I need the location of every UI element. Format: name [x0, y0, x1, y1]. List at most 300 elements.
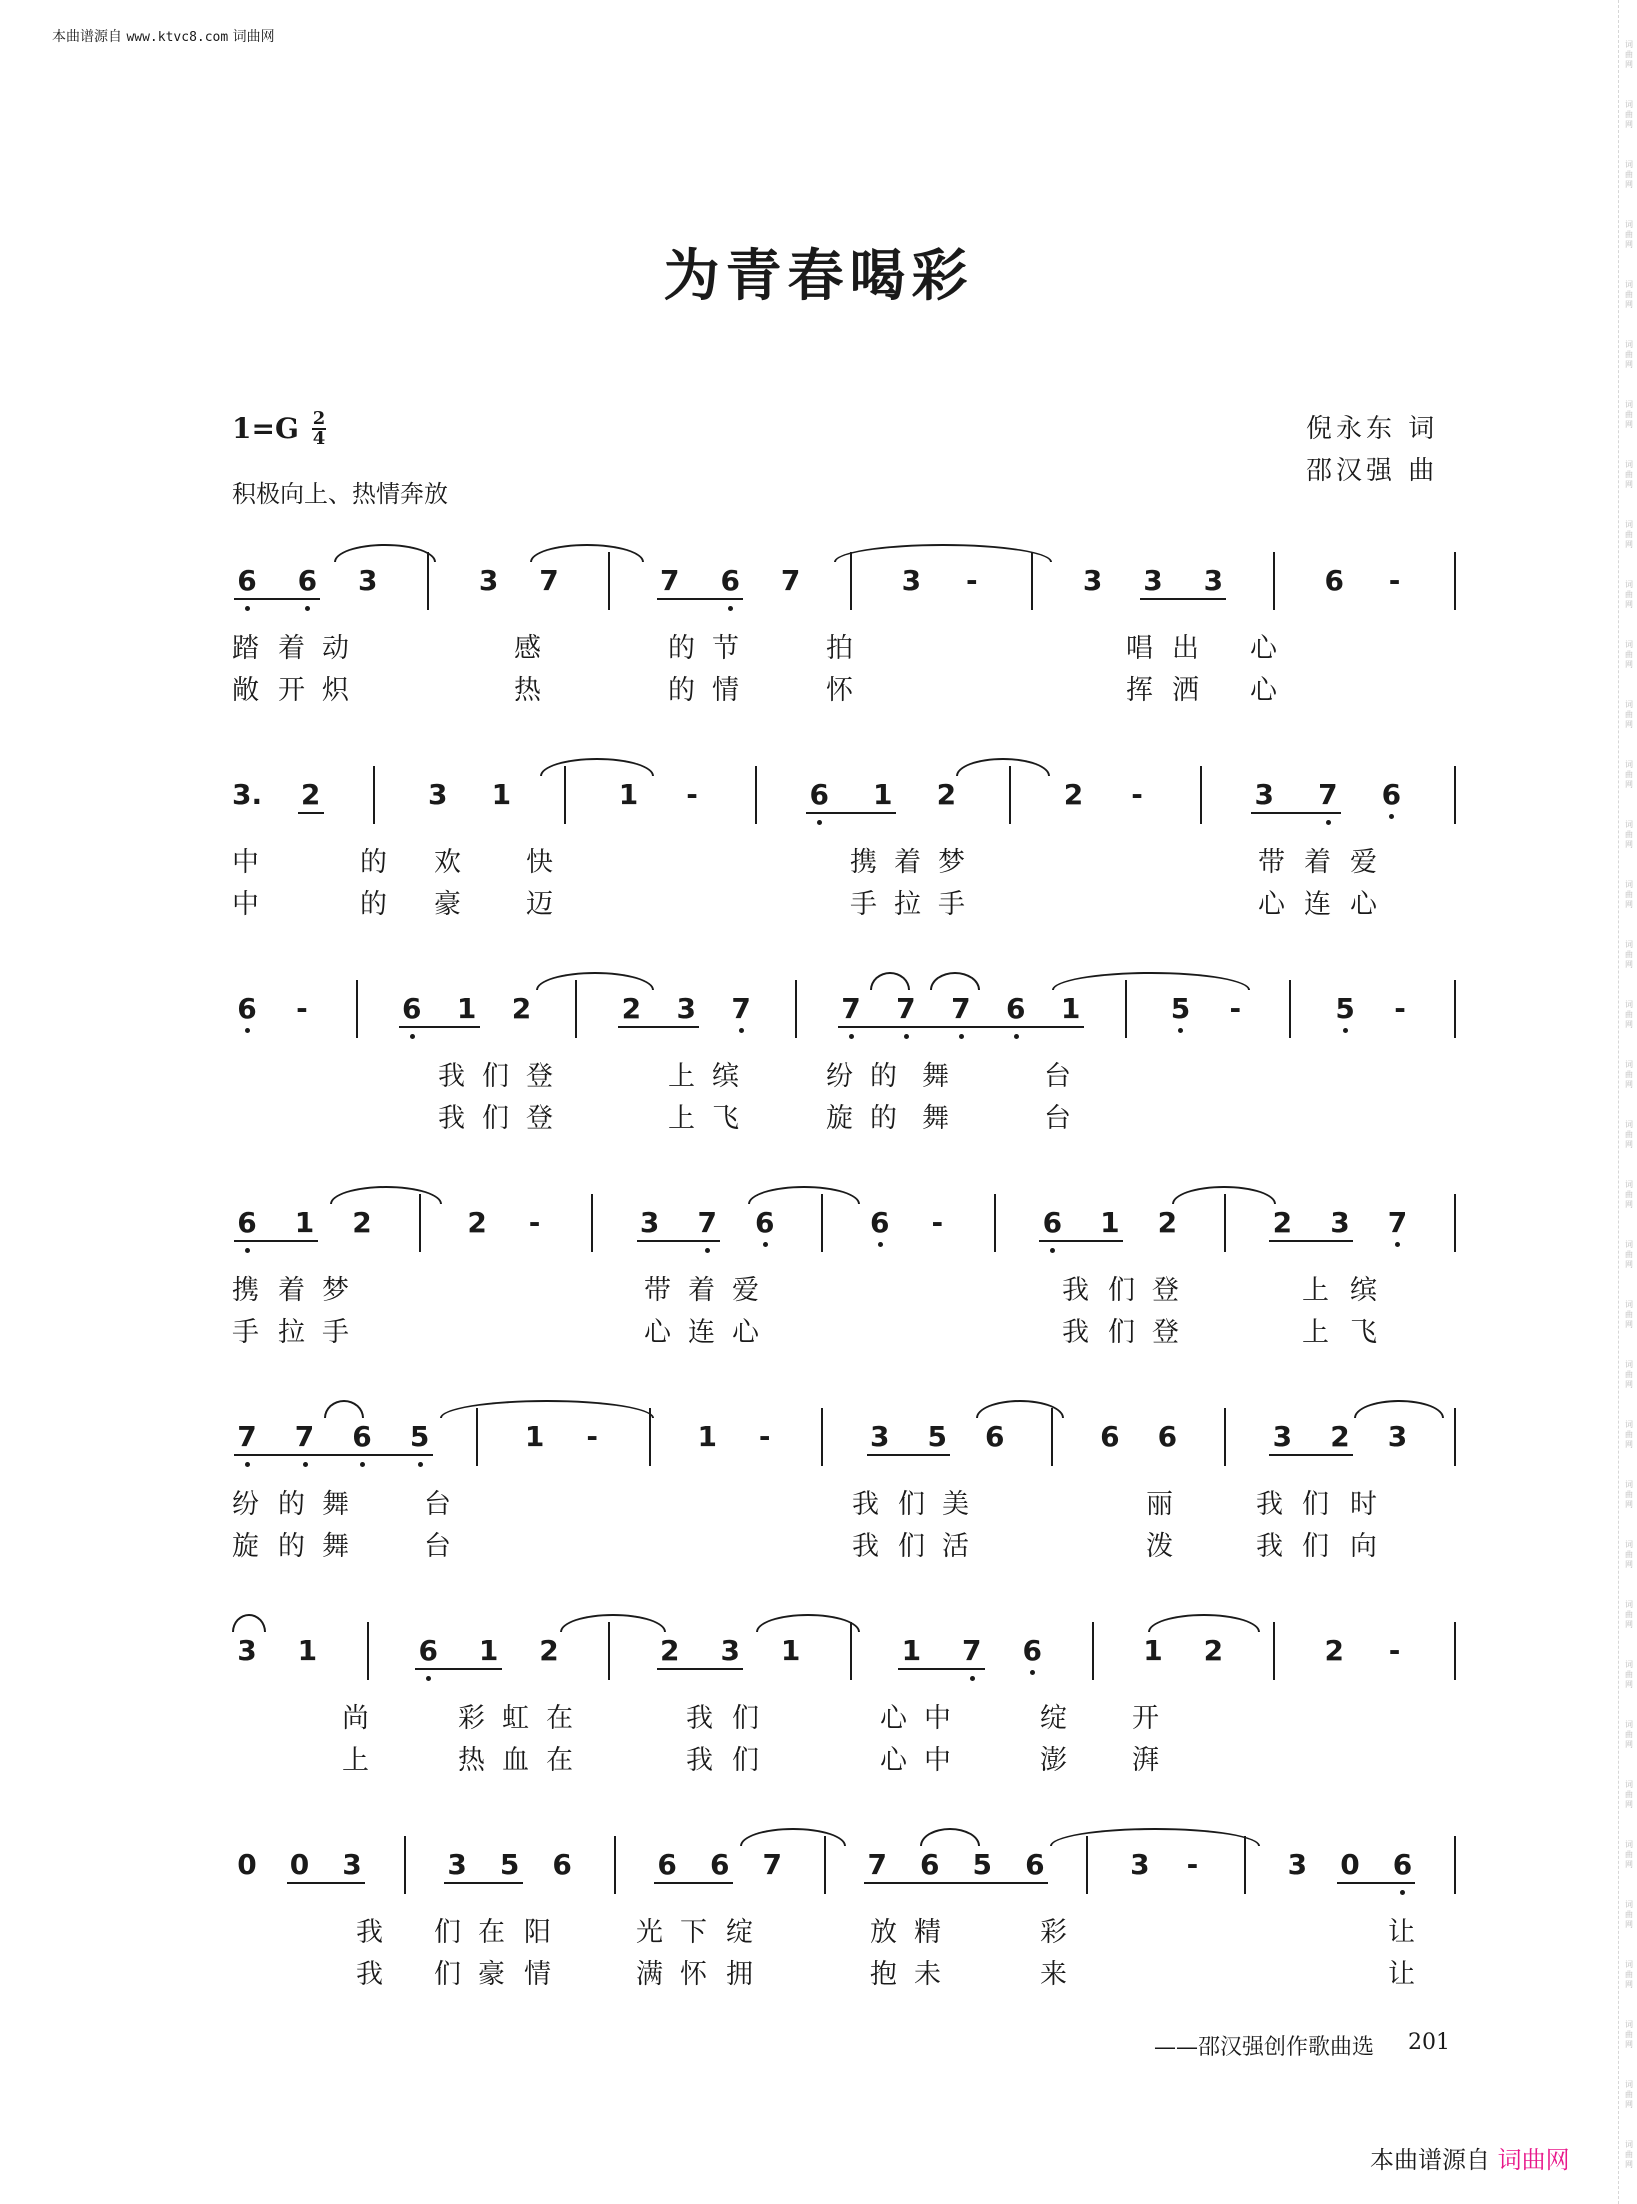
lyric-verse-1: 感	[514, 633, 541, 664]
note: 5	[1335, 992, 1355, 1025]
note: 3	[1143, 564, 1163, 597]
lyric-verse-2: 上	[342, 1745, 369, 1776]
low-octave-dot	[763, 1242, 768, 1247]
stripe-watermark: 词曲网	[1625, 1120, 1633, 1149]
note: 3	[1130, 1848, 1150, 1881]
lyric-verse-1: 让	[1388, 1917, 1415, 1948]
note: -	[1229, 992, 1242, 1025]
lyric-verse-2: 挥	[1126, 675, 1153, 706]
lyric-verse-2: 旋	[826, 1103, 853, 1134]
lyric-verse-2: 我	[356, 1959, 383, 1990]
note: 3	[676, 992, 696, 1025]
note: 6	[1100, 1420, 1120, 1453]
lyric-verse-1: 台	[1044, 1061, 1071, 1092]
lyric-verse-2: 手	[322, 1317, 349, 1348]
lyric-verse-2: 舞	[922, 1103, 949, 1134]
note: 3	[1254, 778, 1274, 811]
time-bottom: 4	[312, 428, 326, 449]
note: -	[1186, 1848, 1199, 1881]
lyric-verse-2: 手	[850, 889, 877, 920]
lyric-verse-2: 登	[526, 1103, 553, 1134]
composer-credit: 邵汉强 曲	[1306, 456, 1439, 486]
note: 5	[972, 1848, 993, 1881]
note: 1	[618, 778, 639, 811]
beam-underline	[637, 1240, 721, 1242]
time-signature	[312, 410, 326, 448]
lyric-verse-1: 出	[1172, 633, 1199, 664]
lyric-verse-1: 我	[852, 1489, 879, 1520]
bar-line	[755, 766, 757, 824]
low-octave-dot	[817, 820, 822, 825]
note: 5	[409, 1420, 430, 1453]
note: 7	[762, 1848, 782, 1881]
stripe-watermark: 词曲网	[1625, 220, 1633, 249]
tie-arc	[530, 544, 644, 562]
note: 2	[1063, 778, 1084, 811]
score-row	[0, 766, 1637, 976]
lyric-verse-2: 们	[1302, 1531, 1329, 1562]
bar-line	[1200, 766, 1202, 824]
note: 6	[552, 1848, 572, 1881]
lyric-verse-1: 中	[232, 847, 259, 878]
lyric-verse-1: 着	[1304, 847, 1331, 878]
lyric-verse-1: 携	[232, 1275, 259, 1306]
lyric-verse-1: 的	[360, 847, 387, 878]
beam-underline	[1039, 1240, 1123, 1242]
note: 6	[657, 1848, 677, 1881]
lyric-verse-2: 开	[278, 675, 305, 706]
stripe-watermark: 词曲网	[1625, 1540, 1633, 1569]
note: -	[686, 778, 698, 811]
beam-underline	[444, 1882, 523, 1884]
lyric-verse-2: 的	[668, 675, 695, 706]
low-octave-dot	[1395, 1242, 1400, 1247]
stripe-watermark: 词曲网	[1625, 460, 1633, 489]
bar-line	[404, 1836, 406, 1894]
song-title: 为青春喝彩	[663, 243, 974, 309]
note: 7	[237, 1420, 257, 1453]
low-octave-dot	[728, 606, 733, 611]
note: 2	[1330, 1420, 1350, 1453]
bar-line	[356, 980, 358, 1038]
lyric-verse-1: 上	[668, 1061, 695, 1092]
lyric-verse-2: 台	[424, 1531, 451, 1562]
bar-line	[1454, 1408, 1456, 1466]
note: 1	[1060, 992, 1081, 1025]
lyric-verse-1: 在	[546, 1703, 573, 1734]
note: 6	[754, 1206, 775, 1239]
note: -	[1131, 778, 1143, 811]
beam-underline	[806, 812, 896, 814]
stripe-watermark: 词曲网	[1625, 1660, 1633, 1689]
note: 7	[896, 992, 916, 1025]
note: 6	[237, 992, 257, 1025]
lyric-verse-1: 的	[278, 1489, 305, 1520]
source-label: 本曲谱源自	[52, 29, 122, 45]
stripe-watermark: 词曲网	[1625, 580, 1633, 609]
lyric-verse-2: 的	[360, 889, 387, 920]
low-octave-dot	[303, 1462, 308, 1467]
lyric-verse-2: 我	[852, 1531, 879, 1562]
stripe-watermark: 词曲网	[1625, 1720, 1633, 1749]
lyric-verse-2: 们	[434, 1959, 461, 1990]
lyric-verse-2: 热	[514, 675, 541, 706]
note: 1	[524, 1420, 545, 1453]
lyric-verse-1: 登	[1152, 1275, 1179, 1306]
note: 5	[927, 1420, 948, 1453]
low-octave-dot	[418, 1462, 423, 1467]
lyric-verse-2: 登	[1152, 1317, 1179, 1348]
lyric-verse-1: 舞	[922, 1061, 949, 1092]
note: 1	[297, 1634, 318, 1667]
beam-underline	[654, 1882, 733, 1884]
lyric-verse-2: 我	[1256, 1531, 1283, 1562]
bar-line	[1454, 1622, 1456, 1680]
lyric-verse-1: 在	[478, 1917, 505, 1948]
note: 3	[427, 778, 448, 811]
lyric-verse-2: 豪	[434, 889, 461, 920]
lyric-verse-2: 飞	[712, 1103, 739, 1134]
lyric-verse-1: 心	[880, 1703, 907, 1734]
stripe-watermark: 词曲网	[1625, 700, 1633, 729]
tie-arc	[834, 544, 1052, 562]
lyric-verse-2: 拥	[726, 1959, 753, 1990]
note: 0	[289, 1848, 310, 1881]
lyric-verse-1: 纷	[826, 1061, 853, 1092]
low-octave-dot	[410, 1034, 415, 1039]
low-octave-dot	[360, 1462, 365, 1467]
stripe-watermark: 词曲网	[1625, 760, 1633, 789]
note: -	[296, 992, 308, 1025]
lyric-verse-1: 的	[668, 633, 695, 664]
top-source-line	[52, 26, 275, 46]
lyric-verse-1: 台	[424, 1489, 451, 1520]
bar-line	[994, 1194, 996, 1252]
low-octave-dot	[849, 1034, 854, 1039]
beam-underline	[1140, 598, 1226, 600]
lyric-verse-1: 们	[732, 1703, 759, 1734]
lyric-verse-2: 们	[482, 1103, 509, 1134]
lyric-verse-2: 抱	[870, 1959, 897, 1990]
note: 7	[294, 1420, 315, 1453]
lyric-verse-1: 美	[942, 1489, 969, 1520]
note: -	[1388, 1634, 1401, 1667]
lyric-verse-1: 快	[526, 847, 553, 878]
low-octave-dot	[1178, 1028, 1183, 1033]
low-octave-dot	[245, 1462, 250, 1467]
note: 1	[294, 1206, 315, 1239]
low-octave-dot	[1326, 820, 1331, 825]
score-row	[0, 1836, 1637, 2046]
lyric-verse-1: 唱	[1126, 633, 1153, 664]
lyric-verse-1: 尚	[342, 1703, 369, 1734]
stripe-watermark: 词曲网	[1625, 1900, 1633, 1929]
lyric-verse-1: 我	[356, 1917, 383, 1948]
bar-line	[795, 980, 797, 1038]
note: 6	[418, 1634, 438, 1667]
lyric-verse-2: 怀	[826, 675, 853, 706]
note: 6	[1324, 564, 1344, 597]
lyric-verse-1: 们	[1108, 1275, 1135, 1306]
bar-line	[614, 1836, 616, 1894]
beam-underline	[1337, 1882, 1416, 1884]
beam-underline	[298, 812, 324, 814]
lyric-verse-2: 热	[458, 1745, 485, 1776]
lyric-verse-1: 爱	[732, 1275, 759, 1306]
stripe-watermark: 词曲网	[1625, 1060, 1633, 1089]
beam-underline	[1269, 1240, 1353, 1242]
bar-line	[1454, 552, 1456, 610]
lyric-verse-2: 舞	[322, 1531, 349, 1562]
lyric-verse-1: 欢	[434, 847, 461, 878]
lyric-verse-1: 光	[636, 1917, 663, 1948]
low-octave-dot	[739, 1028, 744, 1033]
lyric-verse-2: 的	[870, 1103, 897, 1134]
note: 1	[873, 778, 893, 811]
lyric-verse-1: 们	[482, 1061, 509, 1092]
note: 7	[841, 992, 861, 1025]
note: 7	[867, 1848, 887, 1881]
note: 1	[491, 778, 512, 811]
lyric-verse-1: 节	[712, 633, 739, 664]
lyric-verse-2: 我	[438, 1103, 465, 1134]
bar-line	[821, 1408, 823, 1466]
note: 2	[352, 1206, 372, 1239]
lyric-verse-1: 缤	[1350, 1275, 1377, 1306]
bar-line	[1273, 1622, 1275, 1680]
lyric-verse-2: 心	[644, 1317, 671, 1348]
stripe-watermark: 词曲网	[1625, 1960, 1633, 1989]
note: 3	[237, 1634, 257, 1667]
note: 5	[499, 1848, 520, 1881]
lyric-verse-2: 手	[938, 889, 965, 920]
low-octave-dot	[426, 1676, 431, 1681]
low-octave-dot	[705, 1248, 710, 1253]
lyric-verse-1: 放	[870, 1917, 897, 1948]
note: 6	[237, 564, 257, 597]
lyric-verse-1: 爱	[1350, 847, 1377, 878]
score-row	[0, 980, 1637, 1190]
lyric-verse-2: 们	[898, 1531, 925, 1562]
stripe-watermark: 词曲网	[1625, 1300, 1633, 1329]
page-number: 201	[1408, 2030, 1450, 2055]
lyric-verse-2: 心	[1250, 675, 1277, 706]
lyric-verse-1: 着	[278, 1275, 305, 1306]
stripe-watermark: 词曲网	[1625, 40, 1633, 69]
beam-underline	[1251, 812, 1341, 814]
lyric-verse-2: 湃	[1132, 1745, 1159, 1776]
note: 3	[1082, 564, 1103, 597]
lyric-verse-2: 让	[1388, 1959, 1415, 1990]
note: 1	[1143, 1634, 1163, 1667]
lyric-verse-2: 洒	[1172, 675, 1199, 706]
bottom-source-brand-link[interactable]: 词曲网	[1497, 2146, 1570, 2174]
lyric-verse-1: 带	[644, 1275, 671, 1306]
stripe-watermark: 词曲网	[1625, 1780, 1633, 1809]
score-row	[0, 1408, 1637, 1618]
stripe-watermark: 词曲网	[1625, 940, 1633, 969]
low-octave-dot	[245, 1248, 250, 1253]
note: 6	[1042, 1206, 1063, 1239]
beam-underline	[618, 1026, 699, 1028]
lyric-verse-1: 登	[526, 1061, 553, 1092]
lyric-verse-2: 心	[1258, 889, 1285, 920]
lyric-verse-1: 们	[1302, 1489, 1329, 1520]
bar-line	[1289, 980, 1291, 1038]
lyric-verse-1: 的	[870, 1061, 897, 1092]
lyric-verse-2: 拉	[894, 889, 921, 920]
note: 7	[660, 564, 680, 597]
note: 3	[478, 564, 499, 597]
lyric-verse-1: 心	[1250, 633, 1277, 664]
note: 0	[1340, 1848, 1360, 1881]
note: 7	[539, 564, 559, 597]
beam-underline	[399, 1026, 480, 1028]
lyric-verse-1: 我	[1256, 1489, 1283, 1520]
stripe-watermark: 词曲网	[1625, 2020, 1633, 2049]
stripe-watermark: 词曲网	[1625, 280, 1633, 309]
note: 7	[1387, 1206, 1408, 1239]
lyric-verse-2: 们	[732, 1745, 759, 1776]
note: 3	[1387, 1420, 1408, 1453]
bottom-source-label: 本曲谱源自	[1370, 2146, 1490, 2174]
lyric-verse-1: 携	[850, 847, 877, 878]
note: 2	[539, 1634, 559, 1667]
source-site-link[interactable]: 词曲网	[232, 29, 275, 45]
lyric-verse-1: 着	[894, 847, 921, 878]
source-url-link[interactable]: www.ktvc8.com	[126, 30, 229, 45]
lyric-verse-1: 阳	[524, 1917, 551, 1948]
bottom-source-line	[1370, 2140, 1570, 2175]
lyric-verse-1: 踏	[232, 633, 259, 664]
lyric-verse-2: 我	[1062, 1317, 1089, 1348]
note: 3	[447, 1848, 467, 1881]
lyric-verse-1: 我	[686, 1703, 713, 1734]
note: -	[1388, 564, 1401, 597]
stripe-watermark: 词曲网	[1625, 1240, 1633, 1269]
lyric-verse-1: 舞	[322, 1489, 349, 1520]
note: 3	[1330, 1206, 1350, 1239]
note: 7	[780, 564, 801, 597]
note: 6	[920, 1848, 940, 1881]
note: 3	[870, 1420, 890, 1453]
bar-line	[1454, 766, 1456, 824]
note: 1	[456, 992, 477, 1025]
lyric-verse-2: 上	[1302, 1317, 1329, 1348]
lyric-verse-2: 旋	[232, 1531, 259, 1562]
lyric-verse-2: 豪	[478, 1959, 505, 1990]
note: 2	[300, 778, 321, 811]
stripe-watermark: 词曲网	[1625, 100, 1633, 129]
lyric-verse-1: 绽	[726, 1917, 753, 1948]
beam-underline	[838, 1026, 1084, 1028]
bar-line	[1092, 1622, 1094, 1680]
lyric-verse-1: 下	[680, 1917, 707, 1948]
low-octave-dot	[904, 1034, 909, 1039]
stripe-watermark: 词曲网	[1625, 520, 1633, 549]
key-signature: 1=G	[232, 412, 299, 445]
note: -	[965, 564, 978, 597]
bar-line	[1454, 1836, 1456, 1894]
note: 3	[720, 1634, 740, 1667]
lyric-verse-2: 们	[1108, 1317, 1135, 1348]
beam-underline	[415, 1668, 501, 1670]
lyric-verse-2: 炽	[322, 675, 349, 706]
lyric-verse-1: 中	[924, 1703, 951, 1734]
lyric-verse-1: 梦	[322, 1275, 349, 1306]
lyric-verse-2: 情	[524, 1959, 551, 1990]
lyric-verse-2: 上	[668, 1103, 695, 1134]
low-octave-dot	[245, 1028, 250, 1033]
lyric-verse-2: 手	[232, 1317, 259, 1348]
beam-underline	[898, 1668, 984, 1670]
lyric-verse-1: 时	[1350, 1489, 1377, 1520]
lyric-verse-1: 我	[438, 1061, 465, 1092]
low-octave-dot	[878, 1242, 883, 1247]
note: 3	[358, 564, 378, 597]
lyric-verse-1: 精	[914, 1917, 941, 1948]
stripe-watermark: 词曲网	[1625, 160, 1633, 189]
note: 3	[1203, 564, 1224, 597]
note: 1	[478, 1634, 499, 1667]
beam-underline	[657, 1668, 743, 1670]
note: 6	[1381, 778, 1402, 811]
beam-underline	[657, 598, 743, 600]
low-octave-dot	[1343, 1028, 1348, 1033]
lyric-verse-2: 台	[1044, 1103, 1071, 1134]
lyric-verse-1: 着	[688, 1275, 715, 1306]
note: 1	[697, 1420, 717, 1453]
lyric-verse-1: 彩	[1040, 1917, 1067, 1948]
beam-underline	[234, 598, 320, 600]
lyric-verse-1: 们	[434, 1917, 461, 1948]
time-top: 2	[312, 408, 326, 429]
lyric-verse-1: 拍	[826, 633, 853, 664]
note: 7	[962, 1634, 982, 1667]
note: 2	[621, 992, 642, 1025]
note: 1	[901, 1634, 922, 1667]
book-title: ——邵汉强创作歌曲选	[1154, 2035, 1375, 2060]
note: 6	[809, 778, 829, 811]
note: 3	[342, 1848, 362, 1881]
lyric-verse-2: 迈	[526, 889, 553, 920]
low-octave-dot	[1389, 814, 1394, 819]
stripe-watermark: 词曲网	[1625, 1600, 1633, 1629]
note: 2	[1157, 1206, 1178, 1239]
low-octave-dot	[1050, 1248, 1055, 1253]
lyric-verse-1: 开	[1132, 1703, 1159, 1734]
note: 5	[1170, 992, 1191, 1025]
bar-line	[1454, 980, 1456, 1038]
lyric-verse-2: 情	[712, 675, 739, 706]
note: 1	[780, 1634, 801, 1667]
lyric-verse-2: 心	[1350, 889, 1377, 920]
lyric-verse-2: 在	[546, 1745, 573, 1776]
lyric-verse-2: 未	[914, 1959, 941, 1990]
lyric-verse-1: 缤	[712, 1061, 739, 1092]
note: 6	[985, 1420, 1005, 1453]
lyric-verse-1: 动	[322, 633, 349, 664]
lyric-verse-1: 虹	[502, 1703, 529, 1734]
lyric-verse-1: 丽	[1146, 1489, 1173, 1520]
note: 6	[1157, 1420, 1178, 1453]
beam-underline	[867, 1454, 951, 1456]
low-octave-dot	[1400, 1890, 1405, 1895]
low-octave-dot	[1014, 1034, 1019, 1039]
stripe-watermark: 词曲网	[1625, 1480, 1633, 1509]
lyric-verse-2: 澎	[1040, 1745, 1067, 1776]
lyric-verse-1: 着	[278, 633, 305, 664]
